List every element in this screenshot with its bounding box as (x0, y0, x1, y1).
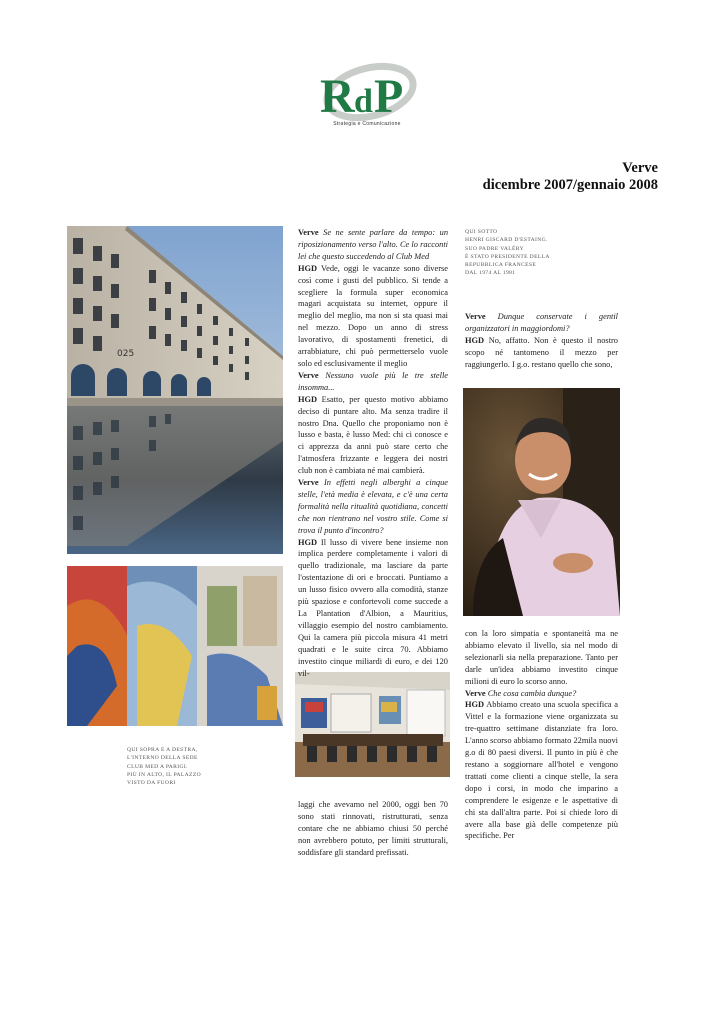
speaker: HGD (298, 394, 318, 404)
article-column-middle (298, 227, 448, 679)
question-text: Nessuno vuole più le tre stelle insomma... (298, 370, 449, 392)
building-door-number: 025 (117, 349, 135, 359)
paragraph (465, 311, 618, 335)
paragraph (298, 263, 448, 370)
svg-text:R: R (320, 70, 355, 123)
caption-line: CLUB MED A PARIGI. (127, 763, 188, 770)
answer-text: Il lusso di vivere bene insieme non implica perdere completamente i valori di quello tradizionale, ma lasciare da parte l'ostentazione di ori e broccati. Puntiamo a un lusso fisico ovvero alla comodità, stanze più spaziose e confortevoli come succede a La Plantation d'Albion, a Mauritius, villaggio esempio del nostro cambiamento. Qui la camera più piccola misura 41 metri quadrati e le suite circa 70. Abbiamo investito cinque miliardi di euro, e dei 120 vil- (298, 537, 449, 678)
answer-text: Abbiamo creato una scuola specifica a Vittel e la formazione viene organizzata su tre-quattro settimane distanziate fra loro. L'anno scorso abbiamo formato 22mila nuovi g.o di 80 paesi diversi. Il punto in più è che restano a soggiornare all'hotel e vengono trattati come clienti a cinque stelle, la sera dopo i corsi, in modo che imparino a comprendere le esigenze e le aspettative di chi sta dall'altra parte. Poi si chiede loro di avere alla base già delle competenze più specifiche. Per (465, 700, 618, 841)
answer-text: No, affatto. Non è questo il nostro scopo né tantomeno il mezzo per raggiungerlo. I g.o. restano quello che sono, (465, 335, 618, 369)
paragraph (298, 394, 448, 477)
speaker: HGD (465, 700, 485, 710)
caption-line: PIÙ IN ALTO, IL PALAZZO (127, 771, 201, 778)
paragraph (298, 227, 448, 263)
portrait-photo (463, 388, 620, 616)
answer-text: Esatto, per questo motivo abbiamo deciso di puntare alto. Ma senza tradire il nostro Dna. Quello che proponiamo non è lusso e basta, è lusso Med: chi ci conosce e ci apprezza da anni può stare certo che l'atmosfera frizzante e leggera dei nostri club non è cambiata né mai cambierà. (298, 394, 449, 476)
caption-line: DAL 1974 AL 1981 (465, 270, 516, 277)
paragraph (465, 335, 618, 371)
caption-line: SUO PADRE VALÉRY (465, 245, 524, 252)
article-column-right-top (465, 311, 618, 371)
masthead (483, 160, 658, 194)
colorful-interior-photo (67, 566, 283, 726)
paragraph: laggi che avevamo nel 2000, oggi ben 70 sono stati rinnovati, ristrutturati, senza contare che ne abbiamo chiusi 50 perché non avrebbero potuto, per limiti strutturali, soddisfare gli standard prefissati. (298, 800, 448, 857)
speaker: HGD (298, 537, 318, 547)
paragraph (298, 370, 448, 394)
speaker: HGD (298, 263, 318, 273)
article-column-right-bottom (465, 628, 618, 842)
speaker: Verve (465, 688, 486, 698)
speaker: Verve (465, 312, 486, 321)
caption-line: QUI SOPRA E A DESTRA, (127, 747, 198, 753)
answer-text: con la loro simpatia e spontaneità ma ne abbiamo elevato il livello, sia nel modo di selezionarli sia nella preparazione. Tanto per darle un'idea abbiamo investito cinque milioni di euro lo scorso anno. (465, 629, 618, 686)
article-column-middle-continued (298, 799, 448, 859)
svg-text:P: P (374, 70, 404, 123)
caption-line: REPUBBLICA FRANCESE (465, 262, 537, 269)
logo-subtitle: Strategia e Comunicazione (333, 121, 401, 127)
question-text: Se ne sente parlare da tempo: un riposizionamento verso l'alto. Ce lo racconti lei che questo succedendo al Club Med (298, 228, 449, 261)
caption-line: QUI SOTTO (465, 229, 498, 235)
issue-date: dicembre 2007/gennaio 2008 (482, 177, 658, 193)
svg-text:d: d (354, 83, 373, 120)
paragraph (298, 477, 448, 537)
publication-name: Verve (622, 160, 658, 176)
question-text: In effetti negli alberghi a cinque stelle, l'età media è elevata, e c'è una certa formalità nella ritualità quotidiana, concetti che non rientrano nel vostro stile. Come si trova il punto d'incontro? (298, 478, 449, 535)
speaker: Verve (298, 478, 319, 488)
caption-portrait (465, 228, 615, 278)
paragraph (465, 699, 618, 842)
speaker: HGD (465, 335, 485, 345)
paragraph (465, 688, 618, 700)
caption-line: VISTO DA FUORI (127, 780, 176, 787)
question-text: Dunque conservate i gentil organizzatori in maggiordomi? (465, 312, 618, 333)
paragraph (298, 537, 448, 680)
speaker: Verve (298, 228, 319, 237)
meeting-room-photo (295, 672, 450, 777)
caption-line: HENRI GISCARD D'ESTAING. (465, 237, 548, 244)
caption-interior (127, 746, 277, 787)
answer-text: Vede, oggi le vacanze sono diverse così come i gusti del pubblico. Si tende a scegliere la formula super economica magari acquistata su internet, oppure il meglio del meglio, ma non si sta quasi mai nel mezzo. Dopo un anno di stress lavorativo, di spostamenti frenetici, di arrabbiature, chi può permetterselo vuole solo ed esclusivamente il meglio (298, 263, 448, 368)
caption-line: È STATO PRESIDENTE DELLA (465, 253, 550, 260)
question-text: Che cosa cambia dunque? (487, 688, 577, 698)
speaker: Verve (298, 370, 319, 380)
building-canal-photo (67, 226, 283, 554)
caption-line: L'INTERNO DELLA SEDE (127, 755, 198, 762)
paragraph (465, 628, 618, 688)
